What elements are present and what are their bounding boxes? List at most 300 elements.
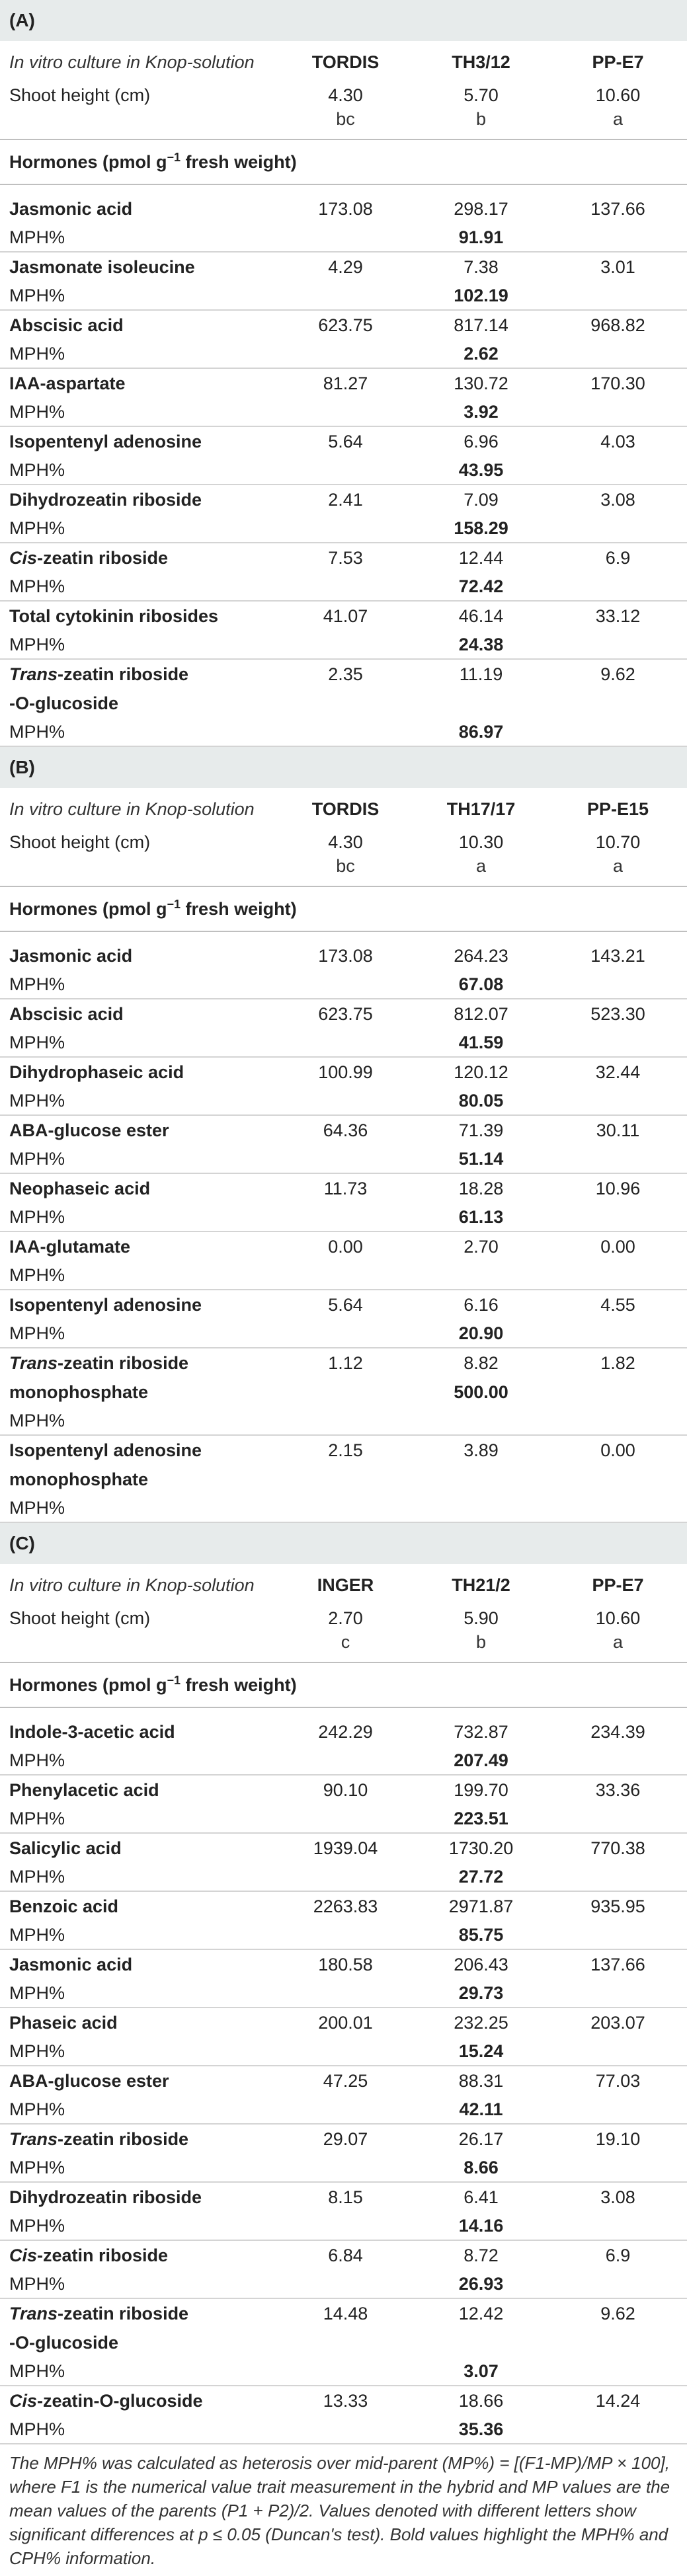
mph-label: MPH% — [0, 1261, 278, 1290]
mph-value: 29.73 — [413, 1979, 549, 2008]
hormone-name: Jasmonic acid — [9, 945, 133, 966]
mph-row — [0, 2154, 687, 2182]
hormone-row — [0, 1231, 687, 1261]
hormone-value: 0.00 — [600, 1440, 635, 1460]
mph-value — [413, 1407, 549, 1435]
mph-row — [0, 2212, 687, 2240]
mph-value — [413, 1494, 549, 1522]
hormone-value: 298.17 — [454, 198, 508, 219]
hormone-value: 33.36 — [595, 1779, 641, 1800]
mph-value: 8.66 — [413, 2154, 549, 2182]
hormone-value: 18.28 — [458, 1178, 504, 1198]
mph-row — [0, 398, 687, 426]
mph-row — [0, 1145, 687, 1173]
hormone-value: 3.89 — [464, 1440, 499, 1460]
mph-value: 86.97 — [413, 718, 549, 746]
hormone-value: 33.12 — [595, 605, 641, 626]
hormone-name: Indole-3-acetic acid — [9, 1721, 175, 1742]
hormone-value: 90.10 — [323, 1779, 368, 1800]
hormone-row — [0, 252, 687, 282]
column-header: PP-E15 — [586, 799, 649, 819]
mph-label: MPH% — [0, 1203, 278, 1231]
shoot-height-label: Shoot height (cm) — [9, 832, 151, 852]
shoot-height-row — [0, 1606, 687, 1630]
hormone-row — [0, 2182, 687, 2212]
hormone-row — [0, 426, 687, 456]
hormone-name: Total cytokinin ribosides — [9, 605, 219, 626]
hormone-name: ABA-glucose ester — [9, 1120, 169, 1140]
separator — [0, 131, 687, 139]
column-header: TH17/17 — [446, 799, 516, 819]
hormone-value: 6.84 — [328, 2245, 363, 2265]
hormone-value: 2.70 — [464, 1236, 499, 1257]
hormone-value: 173.08 — [318, 945, 373, 966]
hormone-row — [0, 1891, 687, 1921]
mph-value: 24.38 — [413, 631, 549, 659]
hormone-value: 6.96 — [464, 431, 499, 451]
hormone-name: Isopentenyl adenosine — [9, 1440, 202, 1460]
hormone-value: 11.73 — [323, 1178, 368, 1198]
mph-label: MPH% — [0, 1805, 278, 1833]
gap-row — [0, 931, 687, 941]
section-label-a: (A) — [0, 0, 687, 41]
hormone-value: 0.00 — [600, 1236, 635, 1257]
hormone-value: 4.29 — [328, 256, 363, 277]
shoot-height-value: 4.30 — [328, 85, 363, 105]
mph-label: MPH% — [0, 2095, 278, 2124]
hormone-row — [0, 2298, 687, 2328]
hormone-value: 6.41 — [464, 2187, 499, 2207]
hormone-value: 5.64 — [328, 431, 363, 451]
hormone-value: 13.33 — [323, 2390, 368, 2411]
mph-row — [0, 2270, 687, 2298]
hormone-value: 199.70 — [454, 1779, 508, 1800]
hormone-row — [0, 1717, 687, 1746]
hormone-value: 19.10 — [595, 2128, 641, 2149]
hormone-value: 137.66 — [590, 1954, 645, 1974]
mph-value: 2.62 — [413, 340, 549, 368]
table-footnote: The MPH% was calculated as heterosis over mid-parent (MP%) = [(F1-MP)/MP × 100], where F1 is the numerical value trait measurement in the hybrid and MP values are the mean values of the parents (P1 + P2)/2. Values denoted with different letters show significant differences at p ≤ 0.05 (Duncan's test). Bold values highlight the MPH% and CPH% information. — [9, 2453, 670, 2568]
hormone-value: 26.17 — [458, 2128, 504, 2149]
hormone-row — [0, 1057, 687, 1087]
hormone-value: 2.41 — [328, 489, 363, 510]
mph-label: MPH% — [0, 1494, 278, 1522]
hormone-row — [0, 941, 687, 970]
hormone-row — [0, 543, 687, 572]
hormone-value: 3.08 — [600, 489, 635, 510]
hormone-row-continued — [0, 2328, 687, 2357]
significance-row — [0, 854, 687, 878]
hormone-value: 180.58 — [318, 1954, 373, 1974]
mph-row — [0, 1979, 687, 2008]
hormone-value: 206.43 — [454, 1954, 508, 1974]
hormone-value: 7.38 — [464, 256, 499, 277]
mph-row — [0, 572, 687, 601]
hormone-name-prefix: Trans — [9, 2128, 58, 2149]
shoot-height-value: 10.70 — [595, 832, 641, 852]
heading-superscript: −1 — [167, 897, 181, 911]
mph-value: 3.92 — [413, 398, 549, 426]
hormone-name-line2: monophosphate — [9, 1469, 148, 1489]
hormone-row — [0, 2066, 687, 2095]
hormones-heading-row — [0, 886, 687, 931]
hormone-name: Benzoic acid — [9, 1896, 119, 1916]
significance-letter: a — [612, 108, 624, 129]
mph-label: MPH% — [0, 718, 278, 746]
hormone-name: Isopentenyl adenosine — [9, 431, 202, 451]
hormone-name-prefix: Trans — [9, 2303, 58, 2323]
significance-letter: a — [612, 855, 624, 876]
hormone-name: Cis-zeatin-O-glucoside — [9, 2390, 203, 2411]
hormone-row — [0, 999, 687, 1029]
hormone-row — [0, 1290, 687, 1319]
hormone-name: Phenylacetic acid — [9, 1779, 159, 1800]
hormone-value: 88.31 — [458, 2070, 504, 2091]
column-header-row — [0, 1564, 687, 1606]
significance-label — [0, 107, 278, 131]
hormone-name: Neophaseic acid — [9, 1178, 151, 1198]
hormone-value: 523.30 — [590, 1003, 645, 1024]
hormone-value: 2971.87 — [448, 1896, 514, 1916]
hormone-value: 47.25 — [323, 2070, 368, 2091]
mph-label: MPH% — [0, 970, 278, 999]
hormone-name: Jasmonic acid — [9, 198, 133, 219]
hormone-row — [0, 2240, 687, 2270]
mph-value: 85.75 — [413, 1921, 549, 1949]
shoot-height-row — [0, 83, 687, 107]
mph-row — [0, 1319, 687, 1348]
hormone-value: 812.07 — [454, 1003, 508, 1024]
hormone-row — [0, 1949, 687, 1979]
section-label-b: (B) — [0, 747, 687, 788]
section-label-c: (C) — [0, 1523, 687, 1564]
separator — [0, 1654, 687, 1662]
mph-row — [0, 1029, 687, 1057]
hormone-name: Jasmonate isoleucine — [9, 256, 195, 277]
hormone-name: Dihydrophaseic acid — [9, 1062, 184, 1082]
hormone-row — [0, 2008, 687, 2037]
mph-row — [0, 1407, 687, 1435]
hormone-row — [0, 485, 687, 514]
mph-label: MPH% — [0, 1319, 278, 1348]
hormone-value: 71.39 — [458, 1120, 504, 1140]
mph-value: 35.36 — [413, 2415, 549, 2444]
significance-letter: a — [612, 1631, 624, 1652]
culture-label: In vitro culture in Knop-solution — [9, 1575, 255, 1595]
hormone-value: 143.21 — [590, 945, 645, 966]
significance-row — [0, 107, 687, 131]
hormone-row — [0, 310, 687, 340]
mph-label: MPH% — [0, 2154, 278, 2182]
hormone-value: 200.01 — [318, 2012, 373, 2033]
culture-label: In vitro culture in Knop-solution — [9, 799, 255, 819]
hormone-value: 30.11 — [596, 1120, 640, 1140]
mph-label: MPH% — [0, 1746, 278, 1775]
hormone-value: 232.25 — [454, 2012, 508, 2033]
mph-label: MPH% — [0, 514, 278, 543]
hormone-row — [0, 1775, 687, 1805]
significance-label — [0, 854, 278, 878]
column-header: PP-E7 — [592, 1575, 644, 1595]
hormone-value: 170.30 — [590, 373, 645, 393]
hormone-name: IAA-glutamate — [9, 1236, 131, 1257]
mph-value: 158.29 — [413, 514, 549, 543]
hormone-value: 242.29 — [318, 1721, 373, 1742]
hormone-value: 12.44 — [458, 547, 504, 568]
hormone-value: 6.9 — [605, 547, 631, 568]
hormone-row — [0, 368, 687, 398]
mph-label: MPH% — [0, 282, 278, 310]
mph-label: MPH% — [0, 631, 278, 659]
hormone-value: 4.03 — [600, 431, 635, 451]
hormones-heading-row — [0, 1662, 687, 1707]
hormone-name-prefix: Trans — [9, 1352, 58, 1373]
hormone-value: 100.99 — [318, 1062, 373, 1082]
hormone-value: 2.35 — [328, 664, 363, 684]
mph-value: 72.42 — [413, 572, 549, 601]
mph-value: 207.49 — [413, 1746, 549, 1775]
mph-row — [0, 631, 687, 659]
hormone-value: 2263.83 — [313, 1896, 378, 1916]
section-table-a — [0, 41, 687, 747]
mph-value: 223.51 — [413, 1805, 549, 1833]
mph-value: 26.93 — [413, 2270, 549, 2298]
hormone-value: 1730.20 — [448, 1838, 514, 1858]
hormone-value: 8.72 — [464, 2245, 499, 2265]
significance-letter: c — [341, 1631, 350, 1652]
column-header-row — [0, 788, 687, 830]
hormone-value: 770.38 — [590, 1838, 645, 1858]
hormone-value: 77.03 — [595, 2070, 641, 2091]
hormone-value: 10.96 — [595, 1178, 641, 1198]
hormone-row-continued — [0, 1378, 687, 1407]
mph-label: MPH% — [0, 2415, 278, 2444]
hormone-row — [0, 1173, 687, 1203]
hormone-value: 137.66 — [590, 198, 645, 219]
hormone-name-line2: -O-glucoside — [9, 693, 119, 713]
hormone-row — [0, 1833, 687, 1863]
hormone-name-line2: monophosphate — [9, 1382, 148, 1402]
significance-label — [0, 1630, 278, 1654]
hormone-row — [0, 659, 687, 689]
mph-label: MPH% — [0, 1087, 278, 1115]
hormone-name: Phaseic acid — [9, 2012, 118, 2033]
hormone-value: 7.09 — [464, 489, 499, 510]
mph-value: 67.08 — [413, 970, 549, 999]
section-table-b — [0, 788, 687, 1523]
column-header: TORDIS — [311, 52, 380, 72]
section-table-c — [0, 1564, 687, 2444]
mph-row — [0, 1261, 687, 1290]
hormone-name: ABA-glucose ester — [9, 2070, 169, 2091]
mph-value: 14.16 — [413, 2212, 549, 2240]
mph-value: 42.11 — [413, 2095, 549, 2124]
hormone-value: 0.00 — [328, 1236, 363, 1257]
hormone-value: 732.87 — [454, 1721, 508, 1742]
mph-label: MPH% — [0, 1979, 278, 2008]
mph-row — [0, 1494, 687, 1522]
hormone-name: Dihydrozeatin riboside — [9, 489, 202, 510]
column-header: TH3/12 — [452, 52, 510, 72]
mph-label: MPH% — [0, 572, 278, 601]
hormone-value: 1.12 — [328, 1352, 363, 1373]
hormone-name-prefix: Cis — [9, 2390, 38, 2411]
hormone-row — [0, 601, 687, 631]
hormone-value: 968.82 — [590, 315, 645, 335]
mph-label: MPH% — [0, 223, 278, 252]
shoot-height-value: 4.30 — [328, 832, 363, 852]
shoot-height-label: Shoot height (cm) — [9, 1608, 151, 1628]
mph-row — [0, 2095, 687, 2124]
column-header: INGER — [317, 1575, 374, 1595]
hormone-name: Dihydrozeatin riboside — [9, 2187, 202, 2207]
hormone-value: 9.62 — [600, 664, 635, 684]
hormone-value: 264.23 — [454, 945, 508, 966]
mph-row — [0, 1921, 687, 1949]
hormone-name: Abscisic acid — [9, 1003, 124, 1024]
shoot-height-value: 10.60 — [595, 1608, 641, 1628]
hormone-value: 64.36 — [323, 1120, 368, 1140]
hormone-value: 120.12 — [454, 1062, 508, 1082]
hormone-value: 14.24 — [595, 2390, 641, 2411]
hormone-value: 5.64 — [328, 1294, 363, 1315]
hormone-row — [0, 1348, 687, 1378]
mph-row — [0, 2357, 687, 2386]
hormone-value: 3.08 — [600, 2187, 635, 2207]
significance-letter: bc — [336, 855, 355, 876]
mph-label: MPH% — [0, 1145, 278, 1173]
hormone-name: IAA-aspartate — [9, 373, 126, 393]
hormone-name: Jasmonic acid — [9, 1954, 133, 1974]
hormone-row — [0, 2386, 687, 2415]
hormone-name: Trans-zeatin riboside — [9, 2128, 189, 2149]
hormone-value: 41.07 — [323, 605, 368, 626]
hormone-value: 11.19 — [459, 664, 503, 684]
hormone-value: 81.27 — [323, 373, 368, 393]
hormone-name: Trans-zeatin riboside — [9, 2303, 189, 2323]
hormone-name: Cis-zeatin riboside — [9, 547, 169, 568]
mph-row — [0, 1087, 687, 1115]
mph-row — [0, 970, 687, 999]
shoot-height-value: 5.90 — [464, 1608, 499, 1628]
hormone-row — [0, 1435, 687, 1465]
hormone-value: 817.14 — [454, 315, 508, 335]
mph-value: 15.24 — [413, 2037, 549, 2066]
hormone-name: Salicylic acid — [9, 1838, 122, 1858]
mph-label: MPH% — [0, 1029, 278, 1057]
mph-label: MPH% — [0, 2357, 278, 2386]
hormone-value: 6.16 — [464, 1294, 499, 1315]
mph-value: 51.14 — [413, 1145, 549, 1173]
mph-value: 102.19 — [413, 282, 549, 310]
hormones-heading: Hormones (pmol $g^{-1}$ fresh weight) — [0, 886, 687, 931]
mph-row — [0, 2415, 687, 2444]
shoot-height-row — [0, 830, 687, 854]
significance-letter: a — [475, 855, 487, 876]
hormone-name: Trans-zeatin riboside — [9, 1352, 189, 1373]
hormone-value: 234.39 — [590, 1721, 645, 1742]
gap-row — [0, 1707, 687, 1717]
mph-row — [0, 1805, 687, 1833]
mph-value: 43.95 — [413, 456, 549, 485]
shoot-height-value: 5.70 — [464, 85, 499, 105]
column-header: PP-E7 — [592, 52, 644, 72]
column-header: TH21/2 — [452, 1575, 510, 1595]
mph-row — [0, 1746, 687, 1775]
hormone-value: 173.08 — [318, 198, 373, 219]
mph-value: 61.13 — [413, 1203, 549, 1231]
hormone-value: 130.72 — [454, 373, 508, 393]
mph-label: MPH% — [0, 2212, 278, 2240]
significance-letter: bc — [336, 108, 355, 129]
separator — [0, 878, 687, 886]
hormone-name: Trans-zeatin riboside — [9, 664, 189, 684]
shoot-height-value: 10.30 — [458, 832, 504, 852]
mph-label: MPH% — [0, 1407, 278, 1435]
hormone-value: 6.9 — [605, 2245, 631, 2265]
mph-row — [0, 718, 687, 746]
mph-value: 91.91 — [413, 223, 549, 252]
mph-row — [0, 2037, 687, 2066]
mph-value: 80.05 — [413, 1087, 549, 1115]
hormone-name-prefix: Cis — [9, 2245, 38, 2265]
culture-label: In vitro culture in Knop-solution — [9, 52, 255, 72]
hormone-value: 8.82 — [464, 1352, 499, 1373]
hormone-name: Isopentenyl adenosine — [9, 1294, 202, 1315]
heading-superscript: −1 — [167, 150, 181, 164]
hormone-name-prefix: Trans — [9, 664, 58, 684]
hormone-value: 1.82 — [600, 1352, 635, 1373]
significance-letter: b — [475, 1631, 487, 1652]
mph-value: 3.07 — [413, 2357, 549, 2386]
hormone-name-prefix: Cis — [9, 547, 38, 568]
significance-row — [0, 1630, 687, 1654]
hormone-row-continued — [0, 1465, 687, 1494]
hormone-row — [0, 1115, 687, 1145]
mph-row — [0, 514, 687, 543]
hormone-name: Abscisic acid — [9, 315, 124, 335]
hormone-row — [0, 2124, 687, 2154]
hormone-value: 18.66 — [458, 2390, 504, 2411]
mph-label: MPH% — [0, 456, 278, 485]
mph-label: MPH% — [0, 2037, 278, 2066]
hormone-value: 32.44 — [595, 1062, 641, 1082]
hormone-value: 203.07 — [590, 2012, 645, 2033]
gap-row — [0, 184, 687, 194]
hormone-value: 2.15 — [328, 1440, 363, 1460]
shoot-height-label: Shoot height (cm) — [9, 85, 151, 105]
mph-row — [0, 1863, 687, 1891]
mph-label: MPH% — [0, 2270, 278, 2298]
mph-row — [0, 456, 687, 485]
hormone-value: 29.07 — [323, 2128, 368, 2149]
shoot-height-value: 2.70 — [328, 1608, 363, 1628]
mph-label: MPH% — [0, 398, 278, 426]
hormone-row — [0, 194, 687, 223]
hormone-value: 623.75 — [318, 315, 373, 335]
shoot-height-value: 10.60 — [595, 85, 641, 105]
hormone-value: 9.62 — [600, 2303, 635, 2323]
mph-value: 41.59 — [413, 1029, 549, 1057]
mph-row — [0, 340, 687, 368]
mph-value: 20.90 — [413, 1319, 549, 1348]
hormone-value: 4.55 — [600, 1294, 635, 1315]
hormone-row-continued — [0, 689, 687, 718]
column-header-row — [0, 41, 687, 83]
heading-superscript: −1 — [167, 1673, 181, 1687]
hormone-name-line2: -O-glucoside — [9, 2332, 119, 2353]
hormones-heading-row — [0, 139, 687, 184]
